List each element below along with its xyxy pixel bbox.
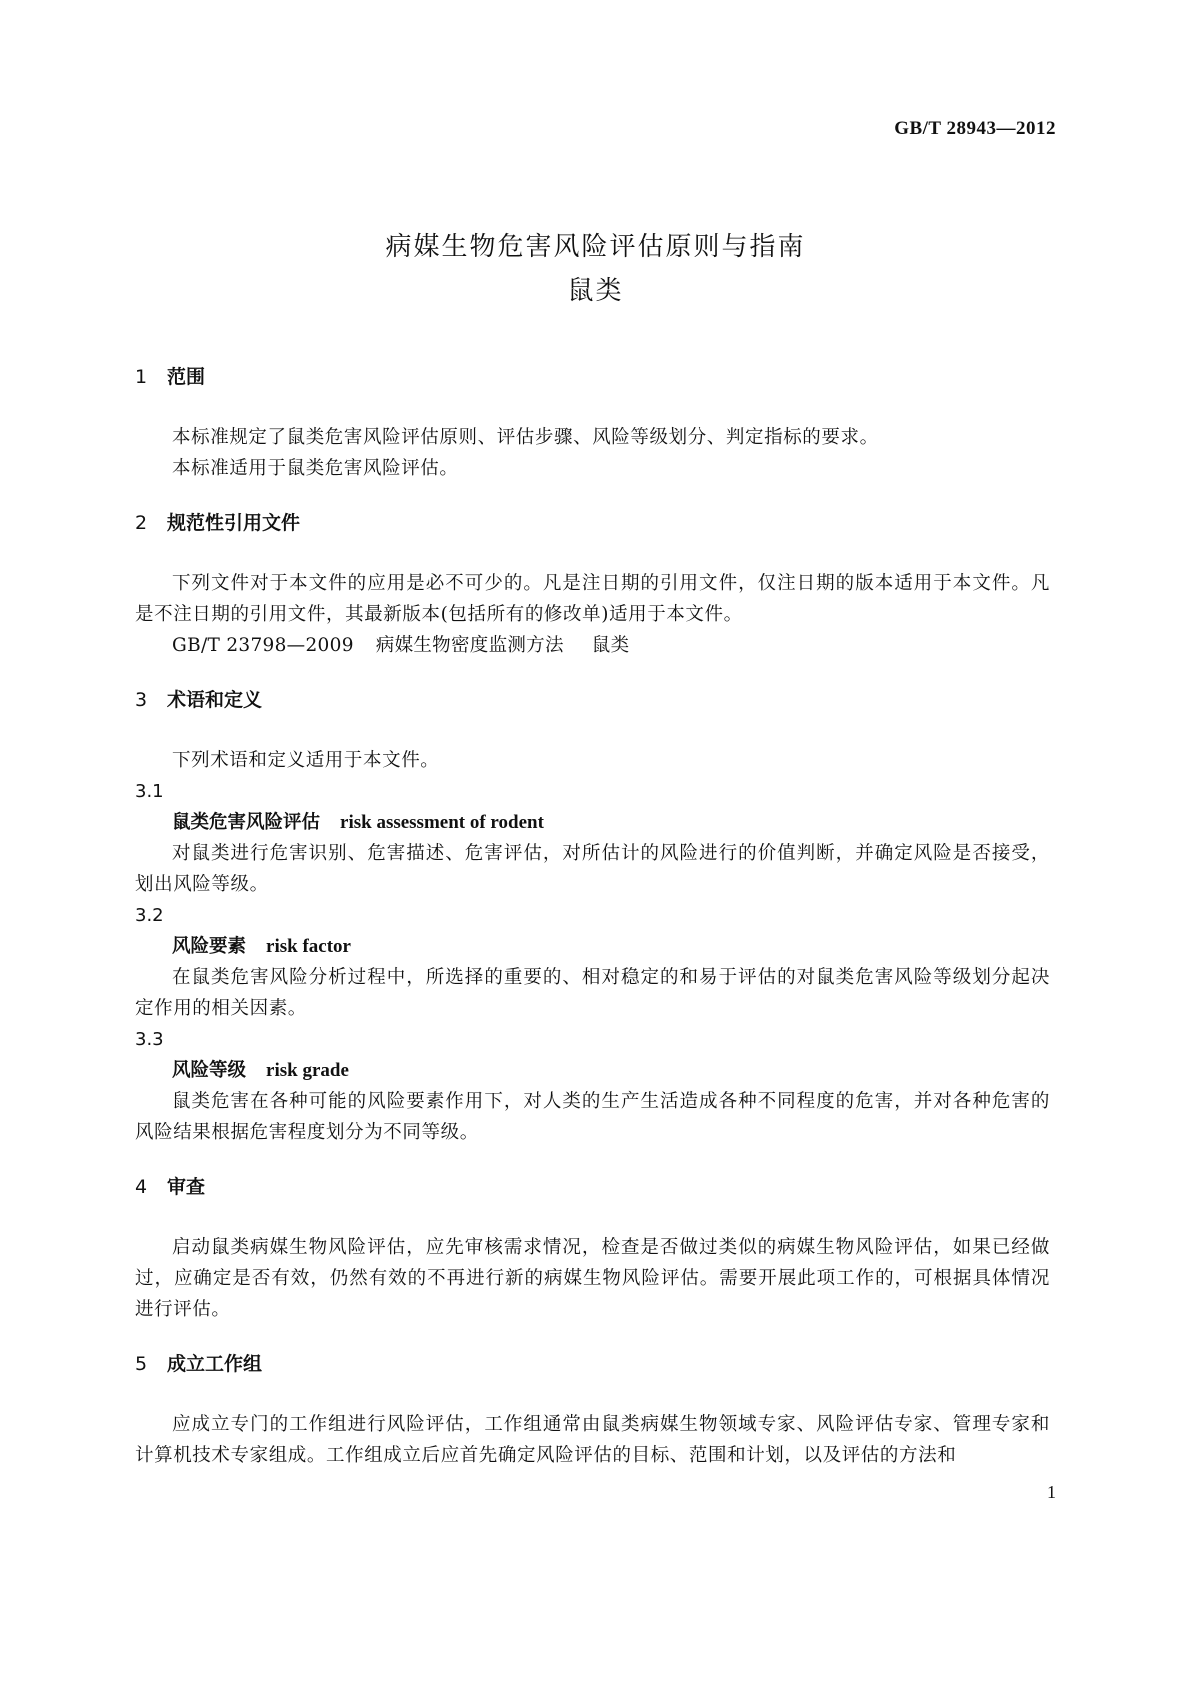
- document-body: [135, 364, 1050, 1471]
- paragraph: 启动鼠类病媒生物风险评估，应先审核需求情况，检查是否做过类似的病媒生物风险评估，如果已经做过，应确定是否有效，仍然有效的不再进行新的病媒生物风险评估。需要开展此项工作的，可根据具体情况进行评估。: [135, 1237, 1050, 1320]
- term-chinese: 鼠类危害风险评估: [172, 812, 321, 833]
- section-heading-terms: [135, 687, 1050, 713]
- section-number: 2: [135, 512, 148, 534]
- paragraph: 下列文件对于本文件的应用是必不可少的。凡是注日期的引用文件，仅注日期的版本适用于本文件。凡是不注日期的引用文件，其最新版本(包括所有的修改单)适用于本文件。: [135, 573, 1050, 625]
- paragraph: 本标准适用于鼠类危害风险评估。: [172, 458, 459, 479]
- section-number: 4: [135, 1176, 148, 1198]
- reference-code: GB/T 23798—2009: [172, 635, 354, 656]
- section-title: 范围: [167, 366, 206, 388]
- section-number: 1: [135, 366, 148, 388]
- section-title: 审查: [167, 1176, 206, 1198]
- term-definition: 在鼠类危害风险分析过程中，所选择的重要的、相对稳定的和易于评估的对鼠类危害风险等级划分起决定作用的相关因素。: [135, 967, 1050, 1019]
- document-subtitle: 鼠类: [567, 276, 624, 306]
- clause-number: 3.3: [135, 1029, 164, 1050]
- section-title: 成立工作组: [167, 1353, 263, 1375]
- term-chinese: 风险要素: [172, 936, 247, 957]
- section-number: 3: [135, 689, 148, 711]
- standard-number: GB/T 28943—2012: [894, 118, 1056, 139]
- section-heading-scope: [135, 364, 1050, 390]
- term-english: risk grade: [266, 1060, 349, 1081]
- clause-number: 3.2: [135, 905, 164, 926]
- section-title: 规范性引用文件: [167, 512, 301, 534]
- section-heading-normative-references: [135, 510, 1050, 536]
- term-english: risk assessment of rodent: [340, 812, 544, 833]
- term-entry: [135, 931, 1050, 962]
- term-entry: [135, 807, 1050, 838]
- page-number: 1: [1047, 1482, 1056, 1502]
- section-heading-working-group: [135, 1351, 1050, 1377]
- section-heading-review: [135, 1174, 1050, 1200]
- section-number: 5: [135, 1353, 148, 1375]
- paragraph: 应成立专门的工作组进行风险评估，工作组通常由鼠类病媒生物领域专家、风险评估专家、管理专家和计算机技术专家组成。工作组成立后应首先确定风险评估的目标、范围和计划，以及评估的方法和: [135, 1414, 1050, 1466]
- term-chinese: 风险等级: [172, 1060, 247, 1081]
- clause-number: 3.1: [135, 781, 164, 802]
- document-title: 病媒生物危害风险评估原则与指南: [385, 232, 806, 262]
- term-definition: 对鼠类进行危害识别、危害描述、危害评估，对所估计的风险进行的价值判断，并确定风险是否接受，划出风险等级。: [135, 843, 1050, 895]
- section-title: 术语和定义: [167, 689, 263, 711]
- term-definition: 鼠类危害在各种可能的风险要素作用下，对人类的生产生活造成各种不同程度的危害，并对各种危害的风险结果根据危害程度划分为不同等级。: [135, 1091, 1050, 1143]
- reference-title: 病媒生物密度监测方法: [375, 635, 564, 656]
- reference-subtitle: 鼠类: [591, 635, 630, 656]
- paragraph: 本标准规定了鼠类危害风险评估原则、评估步骤、风险等级划分、判定指标的要求。: [172, 427, 879, 448]
- paragraph: 下列术语和定义适用于本文件。: [172, 750, 440, 771]
- term-entry: [135, 1055, 1050, 1086]
- reference-entry: [135, 630, 1050, 661]
- term-english: risk factor: [266, 936, 351, 957]
